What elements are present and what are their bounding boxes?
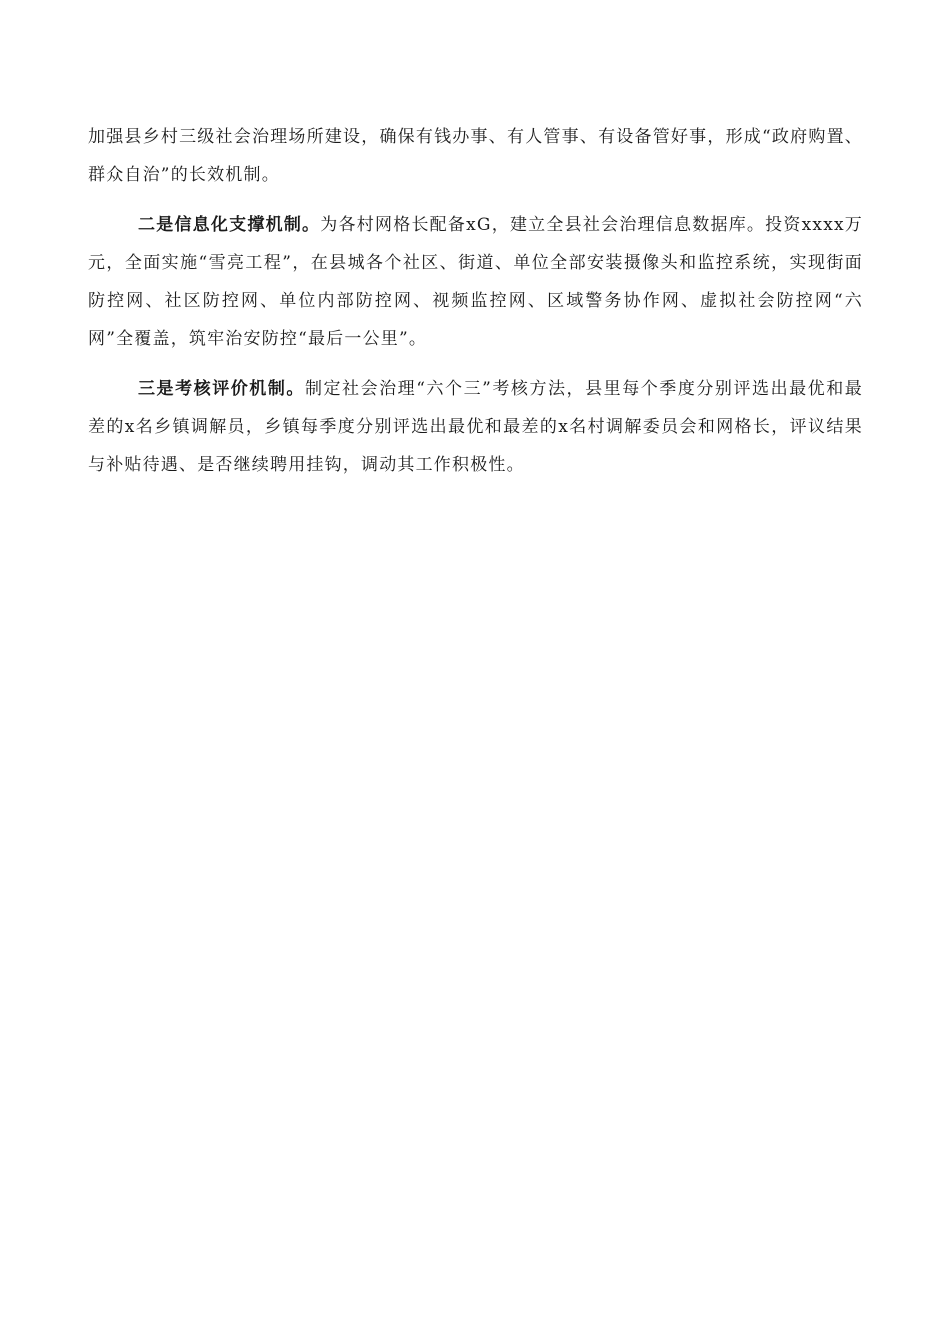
paragraph-text: 为各村网格长配备xG，建立全县社会治理信息数据库。投资xxxx万元，全面实施“雪亮工程”，在县城各个社区、街道、单位全部安装摄像头和监控系统，实现街面防控网、社区防控网、单位内部防控网、视频监控网、区域警务协作网、虚拟社会防控网“六网”全覆盖，筑牢治安防控“最后一公里”。: [88, 215, 863, 349]
document-body: [88, 118, 863, 496]
paragraph-continuation: [88, 118, 863, 194]
paragraph-heading: 三是考核评价机制。: [138, 379, 305, 399]
paragraph-text: 制定社会治理“六个三”考核方法，县里每个季度分别评选出最优和最差的x名乡镇调解员，乡镇每季度分别评选出最优和最差的x名村调解委员会和网格长，评议结果与补贴待遇、是否继续聘用挂钩，调动其工作积极性。: [88, 379, 863, 475]
paragraph-text: 加强县乡村三级社会治理场所建设，确保有钱办事、有人管事、有设备管好事，形成“政府购置、群众自治”的长效机制。: [88, 127, 863, 185]
paragraph-assessment: [88, 370, 863, 484]
paragraph-heading: 二是信息化支撑机制。: [138, 215, 321, 235]
paragraph-info-support: [88, 206, 863, 358]
